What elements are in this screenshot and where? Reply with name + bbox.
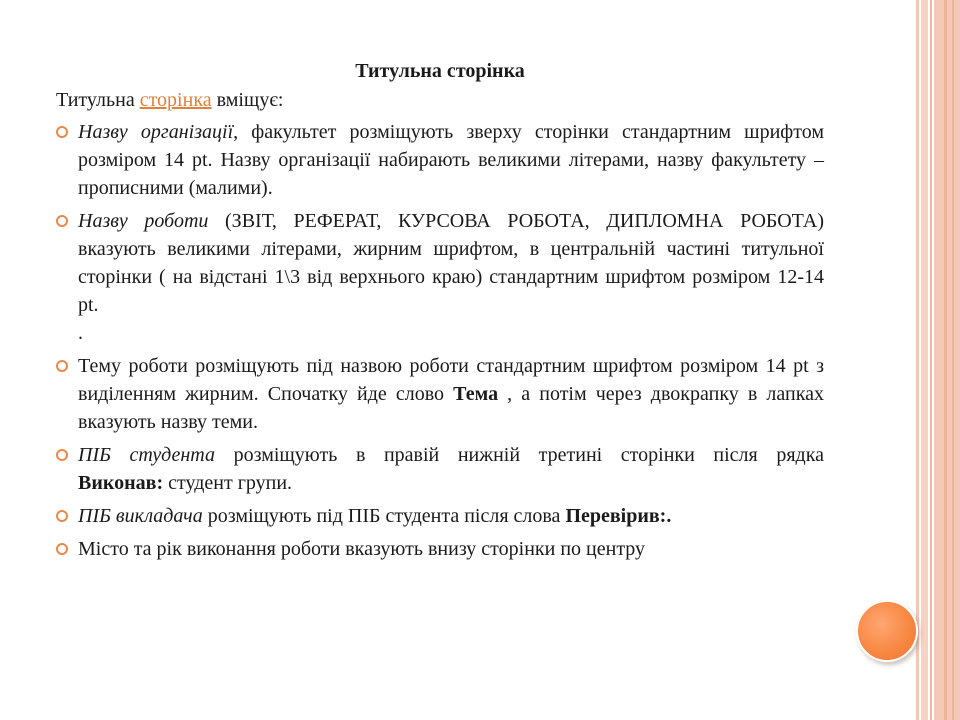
item-text: , факультет розміщують зверху сторінки стандартним шрифтом розміром 14 pt. Назву організації набирають великими літерами, назву факультету – прописними (малими). — [78, 121, 824, 199]
decorative-stripe — [934, 0, 960, 720]
list-item — [56, 352, 824, 436]
intro-line — [56, 86, 824, 114]
bullet-list — [56, 118, 889, 563]
item-text: розміщують під ПІБ студента після слова — [202, 505, 566, 527]
list-item — [56, 118, 824, 202]
bullet-icon — [56, 449, 68, 461]
bullet-icon — [56, 543, 68, 555]
list-item — [56, 441, 889, 497]
item-text: розміщують в правій нижній третині сторінки після рядка — [214, 444, 889, 466]
list-item — [56, 535, 824, 563]
item-italic: Назву роботи — [78, 210, 209, 232]
decorative-stripe — [944, 0, 947, 720]
bullet-icon — [56, 360, 68, 372]
item-text: (ЗВІТ, РЕФЕРАТ, КУРСОВА РОБОТА, ДИПЛОМНА РОБОТА) вказують великими літерами, жирним шрифтом, в центральній частині титульної сторінки ( на відстані 1\3 від верхнього краю) стандартним шрифтом розміром 12-14 pt. — [78, 210, 825, 316]
bullet-icon — [56, 215, 68, 227]
item-extra: . — [78, 322, 83, 344]
slide-title: Титульна сторінка — [355, 60, 525, 82]
item-text-after: студент групи. — [163, 472, 293, 494]
item-italic: ПІБ викладача — [78, 505, 203, 527]
decorative-orb-icon — [856, 600, 918, 662]
item-text: Тему роботи розміщують під назвою роботи стандартним шрифтом розміром 14 pt з виділенням жирним. Спочатку йде слово — [78, 355, 824, 405]
item-bold: Тема — [453, 383, 499, 405]
slide-content — [56, 56, 889, 568]
decorative-stripe — [952, 0, 954, 720]
bullet-icon — [56, 126, 68, 138]
list-item — [56, 207, 824, 347]
list-item — [56, 502, 824, 530]
item-bold: Перевірив:. — [565, 505, 672, 527]
item-bold: Виконав: — [78, 472, 164, 494]
item-text-after: , а потім через двокрапку в лапках вказують назву теми. — [78, 383, 824, 433]
item-italic: Назву організації — [78, 121, 234, 143]
item-italic: ПІБ студента — [78, 444, 215, 466]
intro-link[interactable]: сторінка — [139, 89, 212, 111]
decorative-stripe — [930, 0, 932, 720]
intro-text: Титульна — [56, 89, 140, 111]
intro-text-after: вміщує: — [211, 89, 284, 111]
bullet-icon — [56, 510, 68, 522]
decorative-stripe — [921, 0, 928, 720]
decorative-stripe — [916, 0, 919, 720]
item-text: Місто та рік виконання роботи вказують внизу сторінки по центру — [78, 538, 646, 560]
